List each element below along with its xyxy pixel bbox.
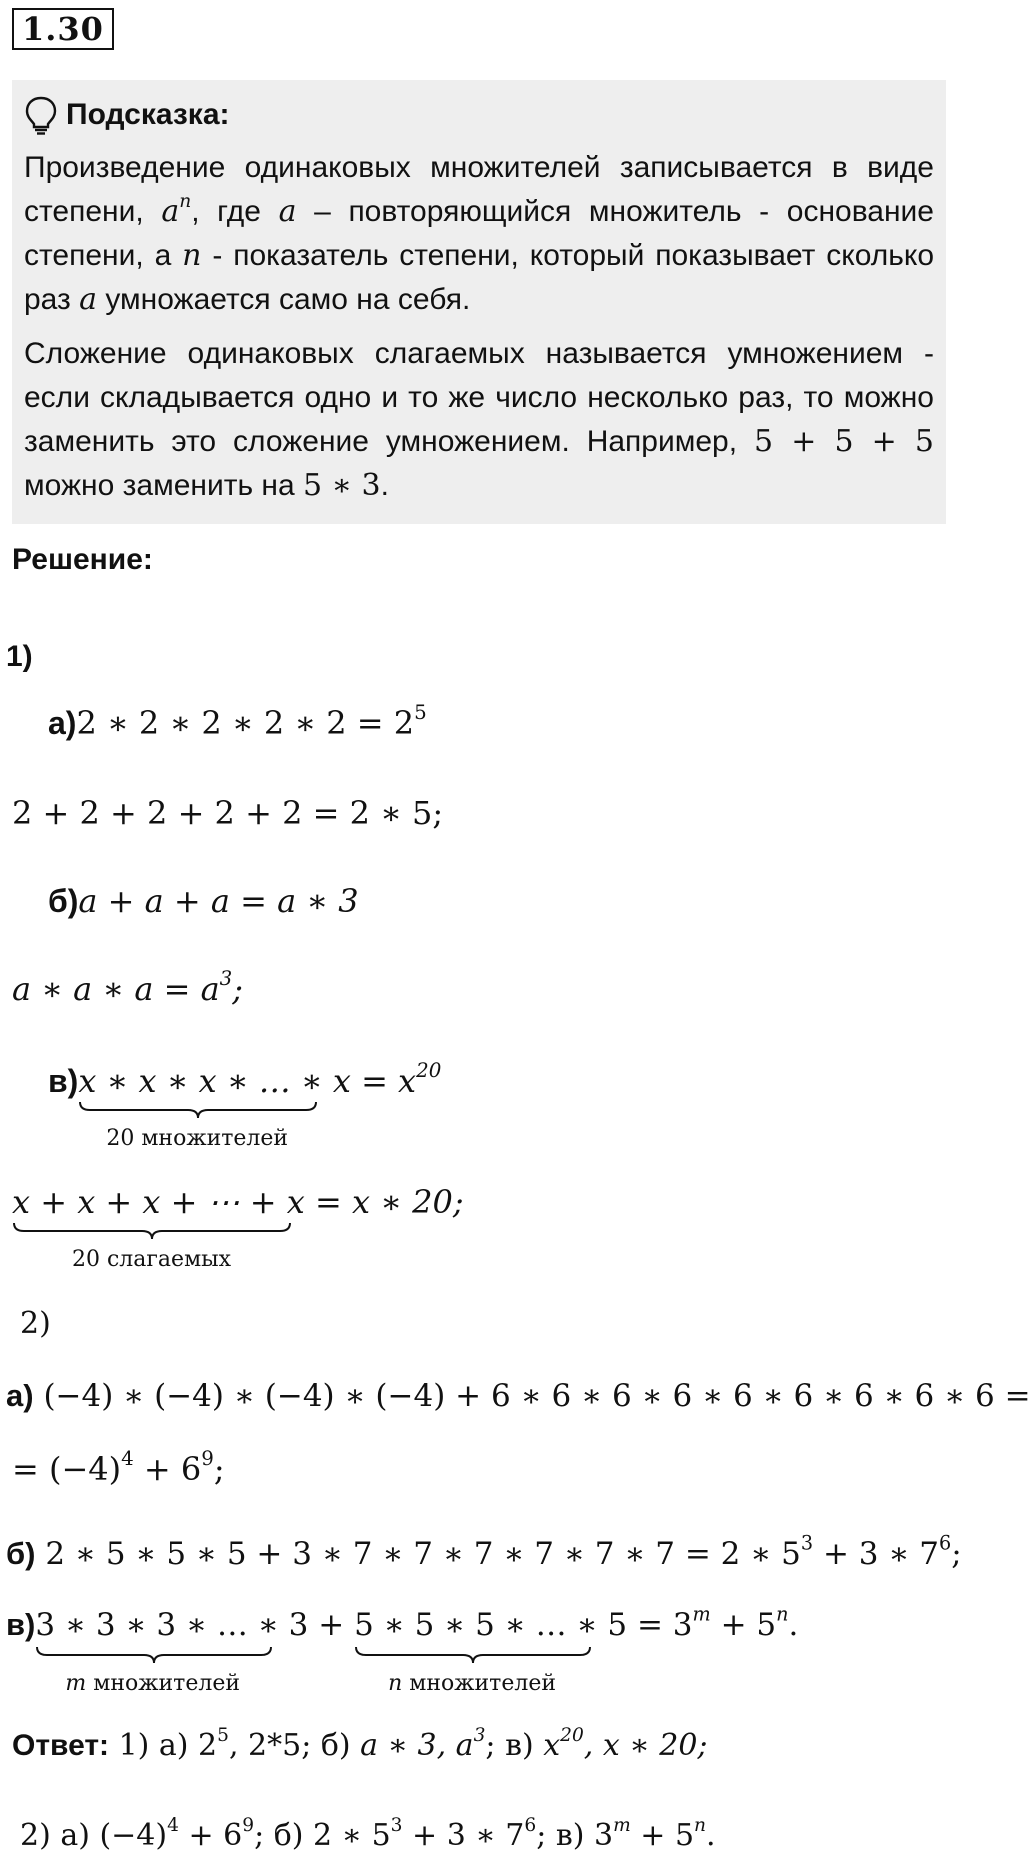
equation-2a-line2: = $(-4)^4 + 6^9$; — [12, 1447, 225, 1488]
underbrace-group: x ∗ x ∗ x ∗ … ∗ x 20 множителей — [78, 1062, 351, 1151]
answer-line-1: Ответ: 1) а) $2^5$, 2*5; б) a ∗ 3, $a^3$; в) $x^{20}$, x ∗ 20; — [12, 1725, 708, 1763]
hint-title: Подсказка: — [66, 98, 230, 131]
equation-1a-line2: 2 + 2 + 2 + 2 + 2 = 2 ∗ 5; — [12, 794, 444, 832]
underbrace-group: 5 ∗ 5 ∗ 5 ∗ … ∗ 5 n множителей — [354, 1607, 628, 1696]
underbrace-group: x + x + x + ⋯ + x 20 слагаемых — [12, 1183, 305, 1272]
lightbulb-icon — [24, 95, 58, 135]
equation-1v-line2: x + x + x + ⋯ + x 20 слагаемых = x ∗ 20; — [12, 1183, 464, 1272]
part-1-label: 1) — [6, 640, 33, 673]
task-number: 1.30 — [12, 8, 114, 50]
answer-line-2: 2) а) $(-4)^4 + 6^9$; б) 2 ∗ $5^3 + 3$ ∗ $7^6$; в) $3^m + 5^n$. — [20, 1815, 716, 1853]
equation-1b-line2: a ∗ a ∗ $a = a^3$; — [12, 967, 244, 1008]
solution-heading: Решение: — [12, 543, 153, 576]
underbrace-icon — [354, 1645, 592, 1667]
equation-2a-line1: а) (−4) ∗ (−4) ∗ (−4) ∗ (−4) + 6 ∗ 6 ∗ 6 ∗ 6 ∗ 6 ∗ 6 ∗ 6 ∗ 6 ∗ 6 = — [6, 1378, 1031, 1414]
hint-box — [12, 80, 946, 524]
underbrace-icon — [78, 1100, 318, 1122]
hint-paragraph-1: Произведение одинаковых множителей записывается в виде степени, $a^n$, где a – повторяющийся множитель - основание степени, а n - показатель степени, который показывает сколько раз a умножается само на себя. — [24, 151, 934, 317]
equation-1v-line1: в)x ∗ x ∗ x ∗ … ∗ x 20 множителей = $x^{20}$ — [48, 1059, 442, 1151]
underbrace-icon — [35, 1645, 273, 1667]
part-2-label: 2) — [20, 1306, 51, 1341]
equation-1b-line1: б)a + a + a = a ∗ 3 — [48, 882, 359, 920]
equation-2b: б) 2 ∗ 5 ∗ 5 ∗ 5 + 3 ∗ 7 ∗ 7 ∗ 7 ∗ 7 ∗ 7 ∗ 7 = 2 ∗ $5^3 + 3$ ∗ $7^6$; — [6, 1531, 962, 1572]
equation-1a-line1: а)2 ∗ 2 ∗ 2 ∗ 2 ∗ $2 = 2^5$ — [48, 701, 427, 742]
hint-paragraph-2: Сложение одинаковых слагаемых называется умножением - если складывается одно и то же число несколько раз, то можно заменить это сложение умножением. Например, 5 + 5 + 5 можно заменить на 5 ∗ 3. — [24, 337, 934, 503]
hint-header — [24, 90, 934, 140]
equation-2v: в)3 ∗ 3 ∗ 3 ∗ … ∗ 3 m множителей + 5 ∗ 5 ∗ 5 ∗ … ∗ 5 n множителей = $3^m + 5^n$. — [6, 1602, 799, 1696]
underbrace-icon — [12, 1221, 292, 1243]
underbrace-group: 3 ∗ 3 ∗ 3 ∗ … ∗ 3 m множителей — [35, 1607, 309, 1696]
